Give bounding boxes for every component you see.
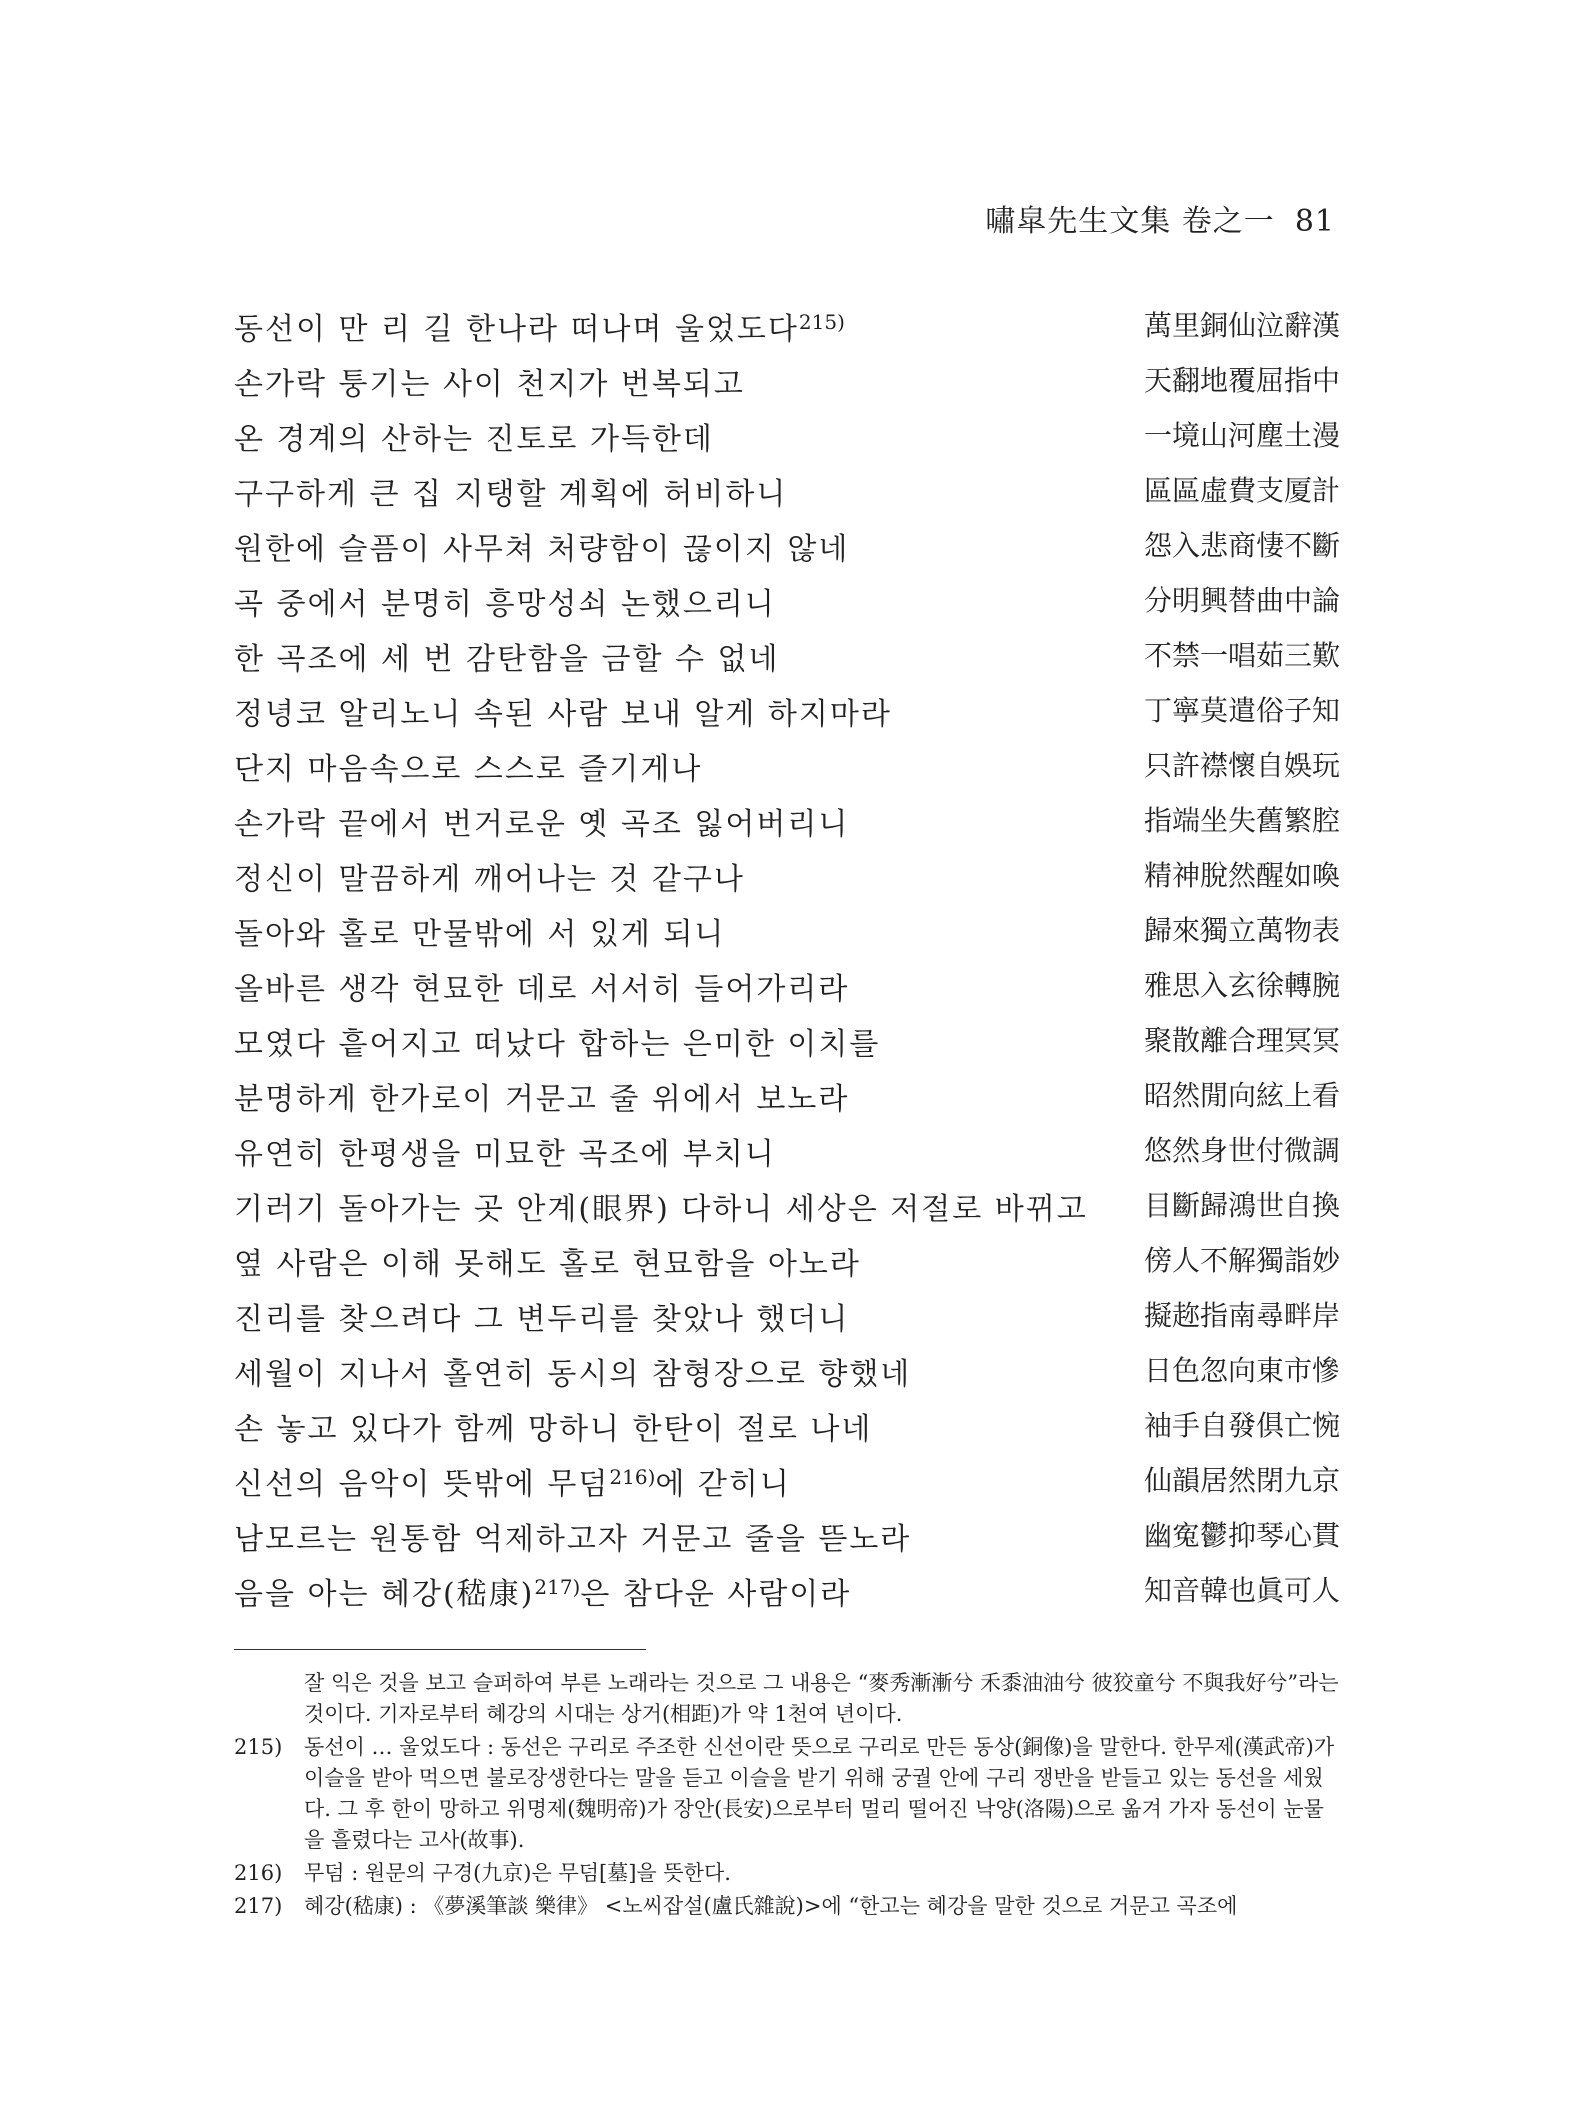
korean-translation xyxy=(234,744,702,788)
hanja-original: 昭然閒向絃上看 xyxy=(1143,1079,1340,1112)
footnote-number: 215) xyxy=(234,1735,283,1759)
hanja-original: 擬趂指南尋畔岸 xyxy=(1143,1299,1340,1332)
footnote-text: 혜강(嵇康) : 《夢溪筆談 樂律》 <노씨잡설(盧氏雜說)>에 “한고는 혜강을 말한 것으로 거문고 곡조에 xyxy=(304,1894,1238,1918)
translation-text: 손가락 퉁기는 사이 천지가 번복되고 xyxy=(234,367,745,402)
verse-line xyxy=(234,634,1340,689)
verse-list xyxy=(234,304,1340,1624)
translation-text: 곡 중에서 분명히 흥망성쇠 논했으리니 xyxy=(234,587,776,622)
footnote xyxy=(234,1732,1340,1856)
korean-translation xyxy=(234,414,714,458)
footnote-marker: 216) xyxy=(609,1465,656,1489)
korean-translation xyxy=(234,854,745,898)
korean-translation xyxy=(234,469,787,513)
hanja-original: 萬里銅仙泣辭漢 xyxy=(1143,309,1340,342)
hanja-original: 怨入悲商悽不斷 xyxy=(1143,529,1340,562)
footnote-text: 동선이 … 울었도다 : 동선은 구리로 주조한 신선이란 뜻으로 구리로 만든 동상(銅像)을 말한다. 한무제(漢武帝)가 이슬을 받아 먹으면 불로장생한다는 말을 듣고 이슬을 받기 위해 궁궐 안에 구리 쟁반을 받들고 있는 동선을 세웠다. 그 후 한이 망하고 위명제(魏明帝)가 장안(長安)으로부터 멀리 떨어진 낙양(洛陽)으로 옮겨 가자 동선이 눈물을 흘렸다는 고사(故事). xyxy=(304,1735,1335,1852)
translation-text: 음을 아는 혜강(嵇康) xyxy=(234,1577,535,1612)
translation-text: 신선의 음악이 뜻밖에 무덤 xyxy=(234,1467,610,1502)
page-number: 81 xyxy=(1294,204,1335,239)
korean-translation xyxy=(234,1404,872,1448)
verse-line xyxy=(234,1349,1340,1404)
hanja-original: 歸來獨立萬物表 xyxy=(1143,914,1340,947)
verse-line xyxy=(234,854,1340,909)
translation-text: 분명하게 한가로이 거문고 줄 위에서 보노라 xyxy=(234,1082,850,1117)
hanja-original: 雅思入玄徐轉腕 xyxy=(1143,969,1340,1002)
book-title: 嘯皐先生文集 卷之一 xyxy=(985,204,1275,239)
footnote-marker: 215) xyxy=(798,310,845,334)
verse-line xyxy=(234,579,1340,634)
verse-line xyxy=(234,1019,1340,1074)
translation-text: 손 놓고 있다가 함께 망하니 한탄이 절로 나네 xyxy=(234,1412,873,1447)
translation-text: 동선이 만 리 길 한나라 떠나며 울었도다 xyxy=(234,312,799,347)
korean-translation xyxy=(234,634,779,678)
verse-line xyxy=(234,359,1340,414)
translation-text: 한 곡조에 세 번 감탄함을 금할 수 없네 xyxy=(234,642,780,677)
korean-translation xyxy=(234,1129,776,1173)
korean-translation xyxy=(234,1294,849,1338)
korean-translation xyxy=(234,524,849,568)
translation-text: 정녕코 알리노니 속된 사람 보내 알게 하지마라 xyxy=(234,697,892,732)
hanja-original: 精神脫然醒如喚 xyxy=(1143,859,1340,892)
hanja-original: 知音韓也眞可人 xyxy=(1143,1574,1340,1607)
korean-translation xyxy=(234,1569,851,1613)
korean-translation xyxy=(234,579,776,623)
footnote-continued: 잘 익은 것을 보고 슬퍼하여 부른 노래라는 것으로 그 내용은 “麥秀漸漸兮 禾黍油油兮 彼狡童兮 不與我好兮”라는 것이다. 기자로부터 혜강의 시대는 상거(相距)가 약 1천여 년이다. xyxy=(304,1671,1339,1726)
hanja-original: 不禁一唱茹三歎 xyxy=(1143,639,1340,672)
translation-text: 진리를 찾으려다 그 변두리를 찾았나 했더니 xyxy=(234,1302,850,1337)
translation-text: 기러기 돌아가는 곳 안계(眼界) 다하니 세상은 저절로 바뀌고 xyxy=(234,1192,1088,1227)
footnote-number: 216) xyxy=(234,1861,283,1885)
hanja-original: 一境山河塵土漫 xyxy=(1143,419,1340,452)
verse-line xyxy=(234,414,1340,469)
footnote-number: 217) xyxy=(234,1894,283,1918)
korean-translation xyxy=(234,1019,880,1063)
hanja-original: 分明興替曲中論 xyxy=(1143,584,1340,617)
footnote-marker: 217) xyxy=(534,1575,581,1599)
translation-text: 손가락 끝에서 번거로운 옛 곡조 잃어버리니 xyxy=(234,807,850,842)
hanja-original: 指端坐失舊繁腔 xyxy=(1143,804,1340,837)
verse-line xyxy=(234,1294,1340,1349)
verse-line xyxy=(234,964,1340,1019)
korean-translation xyxy=(234,799,849,843)
translation-text: 세월이 지나서 홀연히 동시의 참형장으로 향했네 xyxy=(234,1357,912,1392)
translation-text: 올바른 생각 현묘한 데로 서서히 들어가리라 xyxy=(234,972,850,1007)
korean-translation xyxy=(234,689,892,733)
footnote-divider xyxy=(234,1649,646,1650)
hanja-original: 只許襟懷自娛玩 xyxy=(1143,749,1340,782)
verse-line xyxy=(234,524,1340,579)
footnote xyxy=(234,1858,1340,1889)
verse-line xyxy=(234,304,1340,359)
verse-line xyxy=(234,469,1340,524)
hanja-original: 丁寧莫遣俗子知 xyxy=(1143,694,1340,727)
hanja-original: 目斷歸鴻世自換 xyxy=(1143,1189,1340,1222)
translation-text: 정신이 말끔하게 깨어나는 것 같구나 xyxy=(234,862,745,897)
hanja-original: 悠然身世付微調 xyxy=(1143,1134,1340,1167)
hanja-original: 日色忽向東市慘 xyxy=(1143,1354,1340,1387)
korean-translation xyxy=(234,1074,849,1118)
translation-text: 모였다 흩어지고 떠났다 합하는 은미한 이치를 xyxy=(234,1027,881,1062)
translation-text: 옆 사람은 이해 못해도 홀로 현묘함을 아노라 xyxy=(234,1247,861,1282)
hanja-original: 聚散離合理冥冥 xyxy=(1143,1024,1340,1057)
korean-translation xyxy=(234,964,849,1008)
translation-text: 유연히 한평생을 미묘한 곡조에 부치니 xyxy=(234,1137,776,1172)
verse-line xyxy=(234,1569,1340,1624)
translation-text-after: 은 참다운 사람이라 xyxy=(580,1577,852,1612)
korean-translation xyxy=(234,1239,861,1283)
translation-text: 구구하게 큰 집 지탱할 계획에 허비하니 xyxy=(234,477,788,512)
korean-translation xyxy=(234,304,845,348)
verse-line xyxy=(234,1239,1340,1294)
verse-line xyxy=(234,689,1340,744)
hanja-original: 幽寃鬱抑琴心貫 xyxy=(1143,1519,1340,1552)
footnote xyxy=(234,1891,1340,1922)
footnote-text: 무덤 : 원문의 구경(九京)은 무덤[墓]을 뜻한다. xyxy=(304,1861,731,1885)
hanja-original: 區區虛費支厦計 xyxy=(1143,474,1340,507)
verse-line xyxy=(234,744,1340,799)
korean-translation xyxy=(234,1349,911,1393)
verse-line xyxy=(234,1129,1340,1184)
verse-line xyxy=(234,1184,1340,1239)
verse-line xyxy=(234,1459,1340,1514)
verse-line xyxy=(234,909,1340,964)
verse-line xyxy=(234,1514,1340,1569)
hanja-original: 天翻地覆屈指中 xyxy=(1143,364,1340,397)
translation-text-after: 에 갇히니 xyxy=(655,1467,791,1502)
korean-translation xyxy=(234,1184,1088,1228)
korean-translation xyxy=(234,359,745,403)
translation-text: 원한에 슬픔이 사무쳐 처량함이 끊이지 않네 xyxy=(234,532,850,567)
footnotes xyxy=(234,1668,1340,1924)
hanja-original: 袖手自發俱亡惋 xyxy=(1143,1409,1340,1442)
translation-text: 남모르는 원통함 억제하고자 거문고 줄을 뜯노라 xyxy=(234,1522,912,1557)
hanja-original: 傍人不解獨詣妙 xyxy=(1143,1244,1340,1277)
korean-translation xyxy=(234,1459,791,1503)
translation-text: 온 경계의 산하는 진토로 가득한데 xyxy=(234,422,714,457)
verse-line xyxy=(234,1074,1340,1129)
verse-line xyxy=(234,1404,1340,1459)
translation-text: 단지 마음속으로 스스로 즐기게나 xyxy=(234,752,703,787)
verse-line xyxy=(234,799,1340,854)
translation-text: 돌아와 홀로 만물밖에 서 있게 되니 xyxy=(234,917,726,952)
hanja-original: 仙韻居然閉九京 xyxy=(1143,1464,1340,1497)
running-header xyxy=(985,196,1335,240)
korean-translation xyxy=(234,909,725,953)
korean-translation xyxy=(234,1514,911,1558)
